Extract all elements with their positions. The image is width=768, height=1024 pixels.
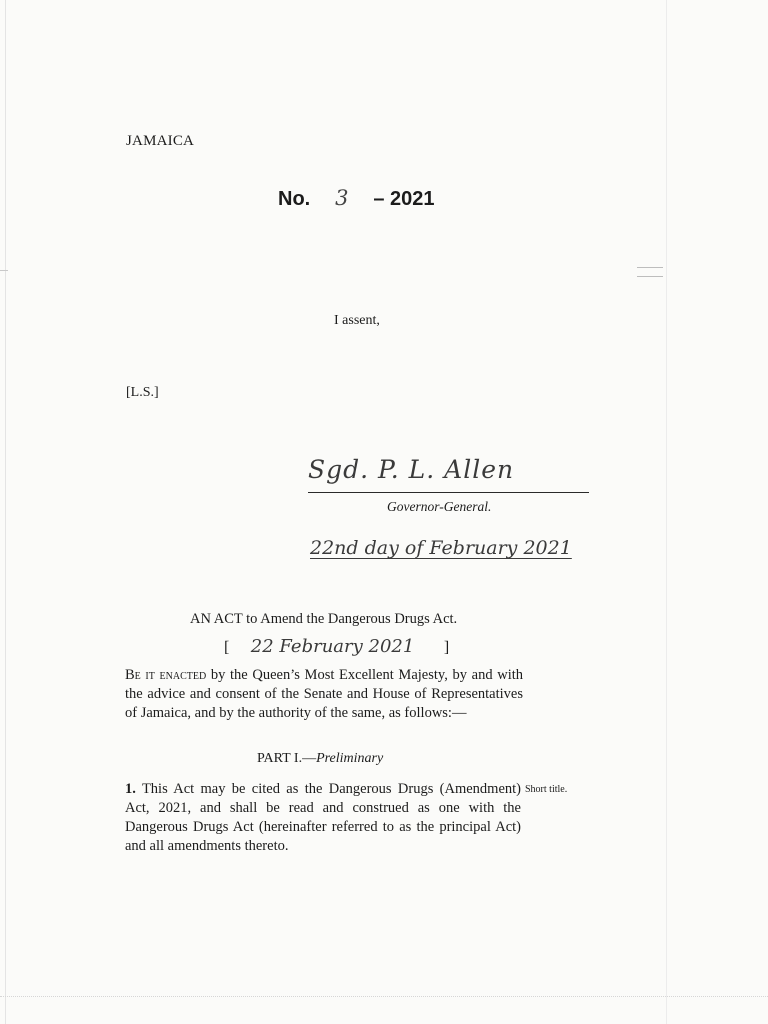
signature-line — [308, 492, 589, 493]
scan-edge-bottom — [0, 996, 768, 998]
date-open-bracket: [ — [224, 639, 230, 656]
section-1-text: This Act may be cited as the Dangerous Drugs (Amendment) Act, 2021, and shall be read and construed as one with the Dangerous Drugs Act (hereinafter referred to as the principal Act) and all amendments thereto. — [125, 781, 521, 854]
scan-mark — [637, 267, 663, 268]
part-label: PART I.— — [257, 751, 317, 766]
country-heading: JAMAICA — [126, 133, 195, 149]
seal-marker: [L.S.] — [126, 385, 159, 400]
section-1-margin-note: Short title. — [525, 784, 568, 795]
signatory-title: Governor-General. — [387, 499, 492, 514]
scan-edge-left — [5, 0, 6, 1024]
date-close-bracket: ] — [443, 639, 450, 656]
assent-text: I assent, — [334, 313, 380, 328]
act-commencement-date — [224, 636, 449, 657]
scan-mark — [0, 270, 8, 271]
scan-mark — [637, 276, 663, 277]
section-1-number: 1. — [125, 781, 136, 797]
part-title: Preliminary — [316, 751, 384, 766]
handwritten-assent-date: 22nd day of February 2021 — [310, 537, 572, 559]
act-year: – 2021 — [373, 188, 435, 210]
act-number — [278, 186, 435, 211]
enacting-clause-lead: Be it enacted — [125, 667, 207, 683]
handwritten-act-date: 22 February 2021 — [250, 636, 415, 657]
part-heading — [257, 751, 383, 767]
handwritten-act-number: 3 — [335, 186, 349, 210]
scan-edge-right — [666, 0, 667, 1024]
governor-signature: Sgd. P. L. Allen — [308, 455, 515, 484]
section-1 — [125, 780, 521, 856]
act-long-title: AN ACT to Amend the Dangerous Drugs Act. — [190, 611, 458, 627]
enacting-clause — [125, 666, 523, 723]
enacting-clause-text: by the Queen’s Most Excellent Majesty, by and with the advice and consent of the Senate and House of Representatives of Jamaica, and by the authority of the same, as follows:— — [125, 667, 524, 721]
act-number-prefix: No. — [278, 188, 311, 210]
